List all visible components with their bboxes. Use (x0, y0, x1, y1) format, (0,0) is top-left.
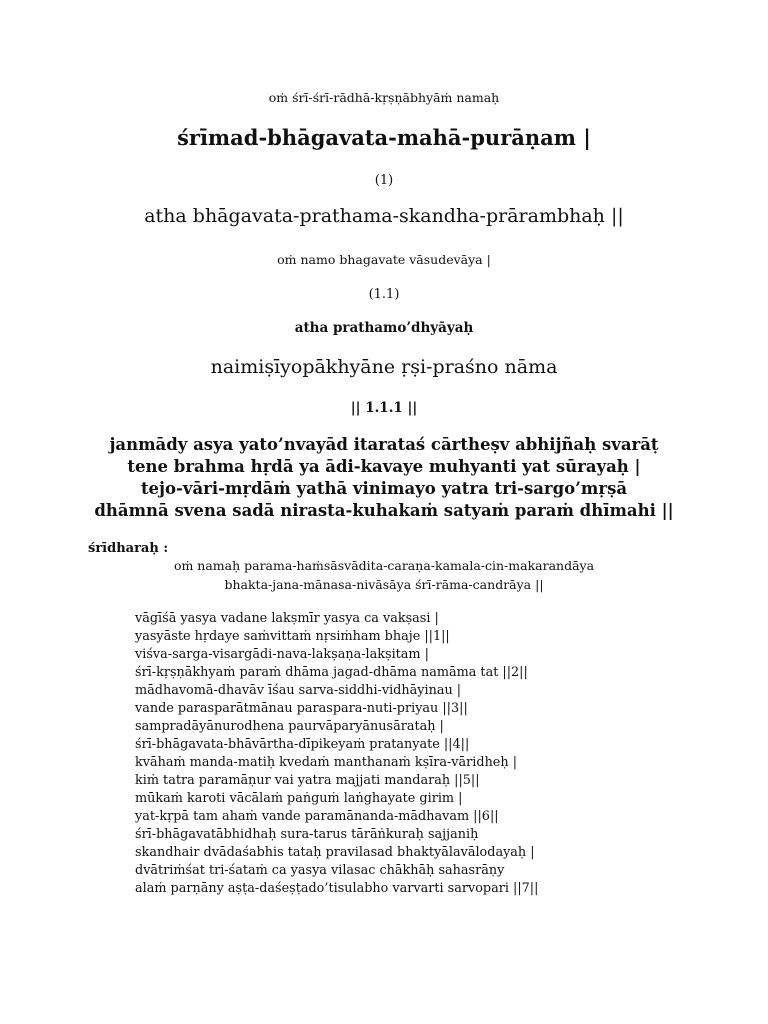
commentator-label: śrīdharaḥ : (88, 541, 169, 556)
invocation-line: oṁ śrī-śrī-rādhā-kṛṣṇābhyāṁ namaḥ (268, 90, 500, 105)
verse-line: janmādy asya yato’nvayād itarataś cārtheṣv abhijñaḥ svarāṭ (109, 435, 659, 454)
verse-line: tejo-vāri-mṛdāṁ yathā vinimayo yatra tri-sargo’mṛṣā (140, 479, 628, 498)
commentary-line: vande parasparātmānau paraspara-nuti-priyau ||3|| (135, 701, 468, 716)
commentary-line: yasyāste hṛdaye saṁvittaṁ nṛsiṁham bhaje ||1|| (135, 629, 450, 644)
commentary-line: kiṁ tatra paramāṇur vai yatra majjati mandaraḥ ||5|| (135, 773, 480, 788)
mantra-line: oṁ namo bhagavate vāsudevāya | (277, 252, 491, 267)
commentary-line: dvātriṁśat tri-śataṁ ca yasya vilasac chākhāḥ sahasrāṇy (135, 863, 505, 878)
page-title: śrīmad-bhāgavata-mahā-purāṇam | (177, 125, 591, 150)
commentary-line: skandhair dvādaśabhis tataḥ pravilasad bhaktyālavālodayaḥ | (135, 845, 535, 860)
chapter-number: (1.1) (368, 287, 400, 302)
commentary-line: kvāhaṁ manda-matiḥ kvedaṁ manthanaṁ kṣīra-vāridheḥ | (135, 755, 518, 770)
commentary-invocation-line: oṁ namaḥ parama-haṁsāsvādita-caraṇa-kamala-cin-makarandāya (173, 558, 595, 573)
verse-line: tene brahma hṛdā ya ādi-kavaye muhyanti yat sūrayaḥ | (127, 457, 641, 476)
commentary-line: śrī-bhāgavatābhidhaḥ sura-tarus tārāṅkuraḥ sajjaniḥ (135, 827, 479, 842)
commentary-line: sampradāyānurodhena paurvāparyānusārataḥ | (135, 719, 444, 734)
commentary-line: śrī-kṛṣṇākhyaṁ paraṁ dhāma jagad-dhāma namāma tat ||2|| (135, 665, 528, 680)
verse-text (0, 434, 768, 522)
chapter-heading: atha prathamo’dhyāyaḥ (294, 320, 474, 336)
section-number: (1) (374, 173, 394, 188)
commentary-line: vāgīśā yasya vadane lakṣmīr yasya ca vakṣasi | (135, 611, 439, 626)
commentary-invocation-line: bhakta-jana-mānasa-nivāsāya śrī-rāma-candrāya || (224, 577, 544, 592)
commentary-line: yat-kṛpā tam ahaṁ vande paramānanda-mādhavam ||6|| (135, 809, 499, 824)
verse-line: dhāmnā svena sadā nirasta-kuhakaṁ satyaṁ paraṁ dhīmahi || (94, 501, 674, 520)
commentary-line: alaṁ parṇāny aṣṭa-daśeṣṭado’tisulabho varvarti sarvopari ||7|| (135, 881, 539, 896)
commentary-line: śrī-bhāgavata-bhāvārtha-dīpikeyaṁ pratanyate ||4|| (135, 737, 470, 752)
commentary-line: viśva-sarga-visargādi-nava-lakṣaṇa-lakṣitam | (135, 647, 429, 662)
commentary-line: mādhavomā-dhavāv īśau sarva-siddhi-vidhāyinau | (135, 683, 462, 698)
commentary-verses (135, 610, 538, 898)
verse-number: || 1.1.1 || (350, 400, 418, 416)
chapter-title: naimiṣīyopākhyāne ṛṣi-praśno nāma (210, 356, 558, 378)
skandha-heading: atha bhāgavata-prathama-skandha-prārambhaḥ || (144, 205, 624, 227)
commentary-line: mūkaṁ karoti vācālaṁ paṅguṁ laṅghayate girim | (135, 791, 463, 806)
